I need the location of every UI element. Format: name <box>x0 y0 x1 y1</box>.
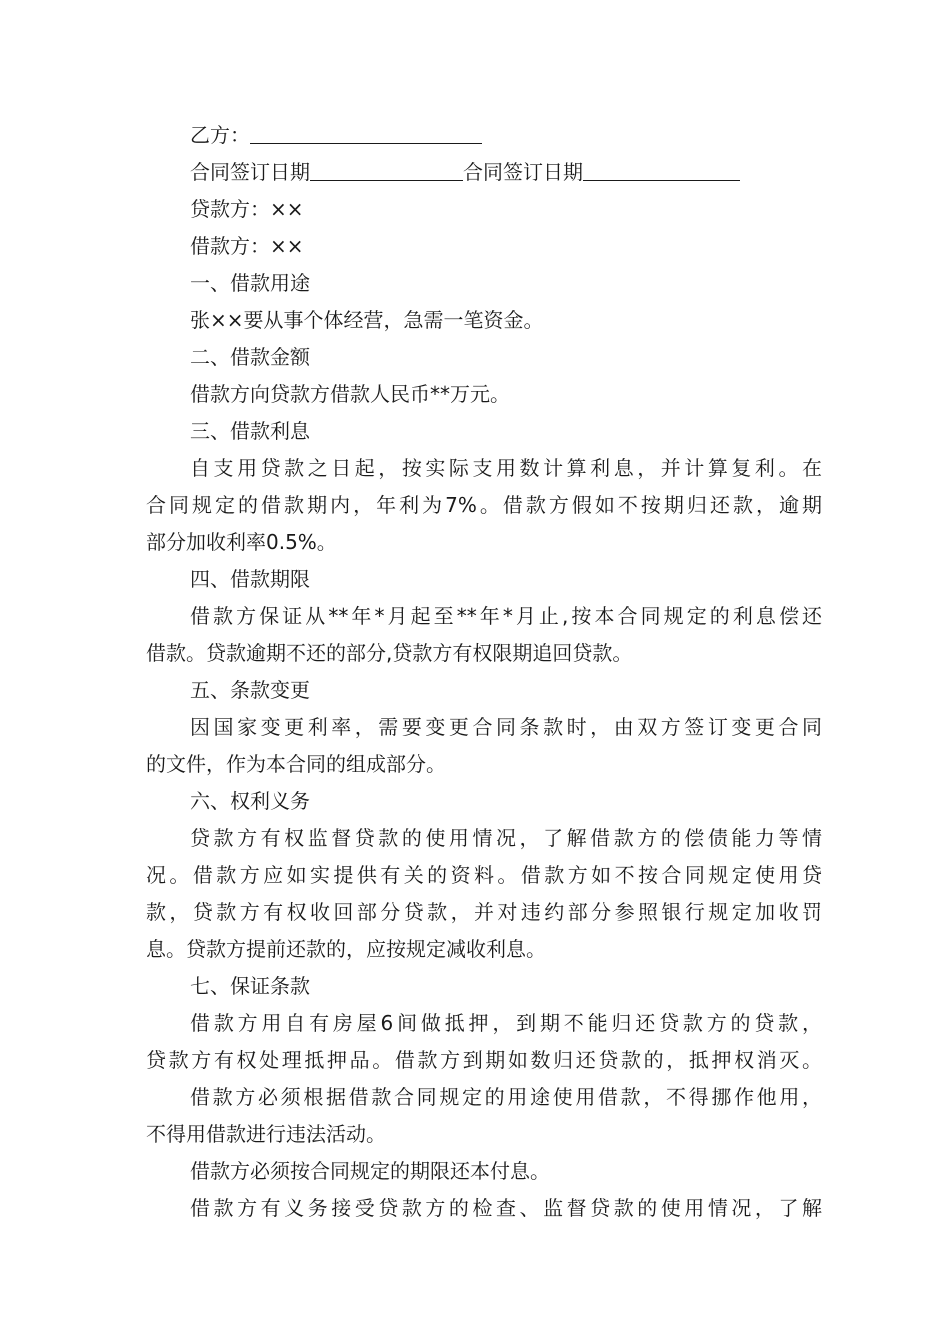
section-body-rights-line: 款，贷款方有权收回部分贷款，并对违约部分参照银行规定加收罚 <box>146 900 822 924</box>
party-b-blank <box>250 119 482 144</box>
sign-date-blank-1 <box>310 156 463 181</box>
section-body-purpose: 张××要从事个体经营，急需一笔资金。 <box>190 308 544 332</box>
section-body-rights-line: 况。借款方应如实提供有关的资料。借款方如不按合同规定使用贷 <box>146 863 822 887</box>
section-body-change-line: 的文件，作为本合同的组成部分。 <box>146 752 446 776</box>
paragraph-usage-line: 借款方必须根据借款合同规定的用途使用借款，不得挪作他用， <box>190 1085 822 1109</box>
contract-body <box>146 117 822 1227</box>
sign-date-label-2: 合同签订日期 <box>463 160 583 184</box>
section-title-amount: 二、借款金额 <box>190 345 310 369</box>
sign-date-label-1: 合同签订日期 <box>190 160 310 184</box>
paragraph-inspection-line: 借款方有义务接受贷款方的检查、监督贷款的使用情况，了解 <box>190 1196 822 1220</box>
borrower-line: 借款方：×× <box>190 234 304 258</box>
section-title-interest: 三、借款利息 <box>190 419 310 443</box>
section-title-guarantee: 七、保证条款 <box>190 974 310 998</box>
party-b-label: 乙方： <box>190 123 250 147</box>
section-title-rights: 六、权利义务 <box>190 789 310 813</box>
sign-date-blank-2 <box>583 156 740 181</box>
section-body-rights-line: 息。贷款方提前还款的，应按规定减收利息。 <box>146 937 546 961</box>
paragraph-repayment-line: 借款方必须按合同规定的期限还本付息。 <box>190 1159 550 1183</box>
sign-date-line <box>146 154 822 191</box>
party-b-line <box>146 117 822 154</box>
section-title-term: 四、借款期限 <box>190 567 310 591</box>
section-body-guarantee-line: 借款方用自有房屋6间做抵押，到期不能归还贷款方的贷款， <box>190 1011 822 1035</box>
section-body-amount: 借款方向贷款方借款人民币**万元。 <box>190 382 510 406</box>
section-body-guarantee-line: 贷款方有权处理抵押品。借款方到期如数归还贷款的，抵押权消灭。 <box>146 1048 822 1072</box>
section-title-change: 五、条款变更 <box>190 678 310 702</box>
paragraph-usage-line: 不得用借款进行违法活动。 <box>146 1122 386 1146</box>
lender-line: 贷款方：×× <box>190 197 304 221</box>
section-body-term-line: 借款方保证从**年*月起至**年*月止,按本合同规定的利息偿还 <box>190 604 822 628</box>
section-title-purpose: 一、借款用途 <box>190 271 310 295</box>
section-body-interest-line: 自支用贷款之日起，按实际支用数计算利息，并计算复利。在 <box>190 456 822 480</box>
section-body-interest-line: 合同规定的借款期内，年利为7%。借款方假如不按期归还款，逾期 <box>146 493 822 517</box>
section-body-term-line: 借款。贷款逾期不还的部分,贷款方有权限期追回贷款。 <box>146 641 633 665</box>
section-body-change-line: 因国家变更利率，需要变更合同条款时，由双方签订变更合同 <box>190 715 822 739</box>
section-body-interest-line: 部分加收利率0.5%。 <box>146 530 337 554</box>
section-body-rights-line: 贷款方有权监督贷款的使用情况，了解借款方的偿债能力等情 <box>190 826 822 850</box>
